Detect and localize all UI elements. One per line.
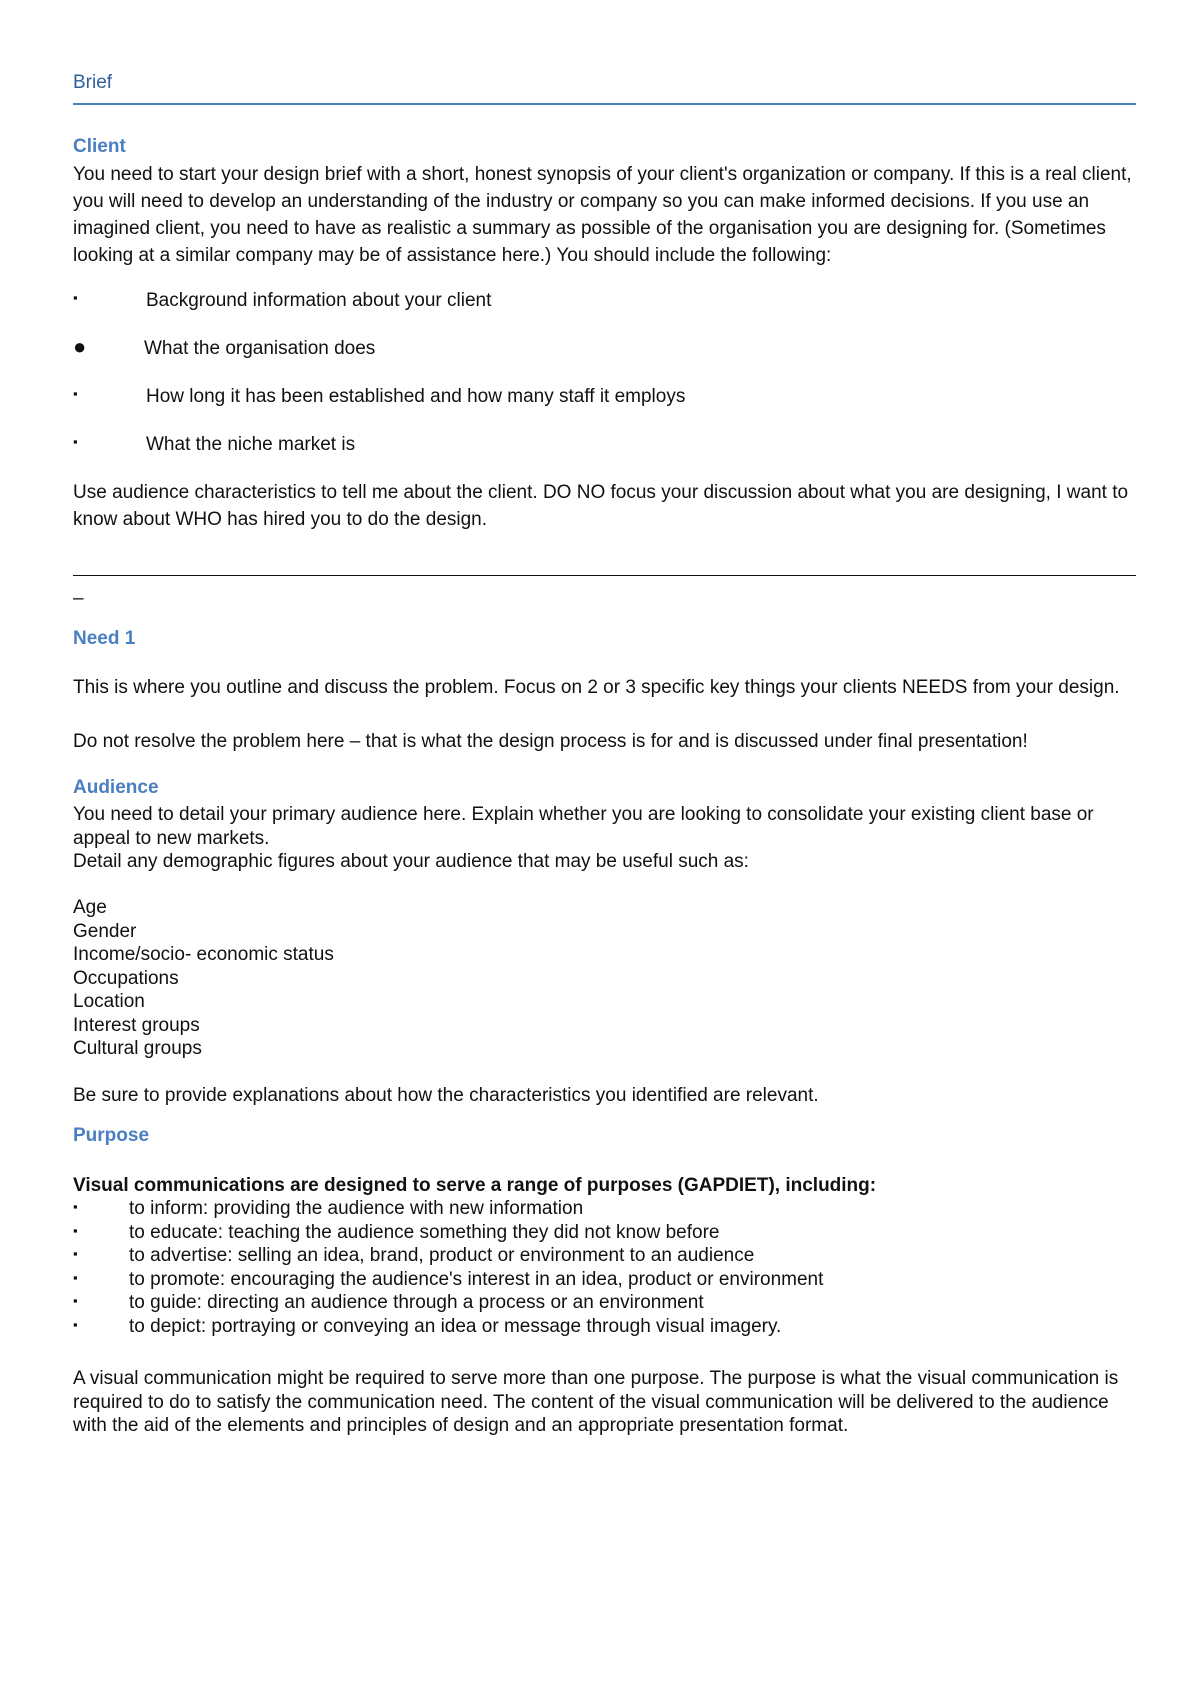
purpose-item-text: to educate: teaching the audience something they did not know before bbox=[129, 1221, 720, 1243]
client-heading: Client bbox=[73, 136, 126, 157]
client-bullet-text: What the organisation does bbox=[144, 338, 376, 359]
purpose-item-text: to promote: encouraging the audience's interest in an idea, product or environment bbox=[129, 1268, 824, 1290]
page-header-title: Brief bbox=[73, 72, 113, 93]
client-intro: You need to start your design brief with a short, honest synopsis of your client's organization or company. If this is a real client, you will need to develop an understanding of the industry or company so you can make informed decisions. If you use an imagined client, you need to have as realistic a summary as possible of the organisation you are designing for. (Sometimes looking at a similar company may be of assistance here.) You should include the following: bbox=[73, 164, 1132, 266]
purpose-heading: Purpose bbox=[73, 1125, 150, 1146]
client-bullet-text: What the niche market is bbox=[146, 434, 356, 455]
audience-closing: Be sure to provide explanations about how the characteristics you identified are relevant. bbox=[73, 1085, 819, 1106]
audience-para: You need to detail your primary audience here. Explain whether you are looking to consolidate your existing client base or appeal to new markets. bbox=[73, 804, 1094, 849]
demographic-item: Interest groups bbox=[73, 1014, 200, 1036]
purpose-item bbox=[73, 1292, 1136, 1316]
purpose-item bbox=[73, 1222, 1136, 1246]
audience-heading: Audience bbox=[73, 777, 159, 798]
divider-dash: – bbox=[73, 588, 84, 609]
purpose-item bbox=[73, 1269, 1136, 1293]
demographic-item: Location bbox=[73, 991, 145, 1012]
purpose-item bbox=[73, 1198, 1136, 1222]
need-para: Do not resolve the problem here – that is what the design process is for and is discussed under final presentation! bbox=[73, 731, 1028, 752]
demographic-item: Gender bbox=[73, 920, 137, 942]
demographic-item: Occupations bbox=[73, 967, 179, 989]
purpose-lead: Visual communications are designed to serve a range of purposes (GAPDIET), including: bbox=[73, 1175, 877, 1196]
demographics-list bbox=[73, 896, 334, 1061]
demographic-item: Income/socio- economic status bbox=[73, 944, 334, 965]
square-bullet-icon: ▪ bbox=[73, 1246, 78, 1261]
square-bullet-icon: ▪ bbox=[73, 386, 78, 401]
client-bullet-text: How long it has been established and how many staff it employs bbox=[146, 386, 686, 407]
square-bullet-icon: ▪ bbox=[73, 1293, 78, 1308]
need-para: This is where you outline and discuss the problem. Focus on 2 or 3 specific key things your clients NEEDS from your design. bbox=[73, 677, 1120, 698]
client-closing: Use audience characteristics to tell me about the client. DO NO focus your discussion about what you are designing, I want to know about WHO has hired you to do the design. bbox=[73, 482, 1129, 530]
square-bullet-icon: ▪ bbox=[73, 434, 78, 449]
client-bullet-text: Background information about your client bbox=[146, 290, 492, 311]
purpose-item bbox=[73, 1316, 1136, 1340]
need-heading: Need 1 bbox=[73, 628, 136, 649]
purpose-item-text: to guide: directing an audience through a process or an environment bbox=[129, 1292, 704, 1313]
demographic-item: Cultural groups bbox=[73, 1038, 202, 1059]
square-bullet-icon: ▪ bbox=[73, 1222, 78, 1238]
square-bullet-icon: ▪ bbox=[73, 1269, 78, 1285]
section-divider bbox=[73, 575, 1136, 576]
purpose-list bbox=[73, 1198, 1136, 1339]
round-bullet-icon: ● bbox=[73, 334, 87, 359]
header-divider bbox=[73, 103, 1136, 105]
square-bullet-icon: ▪ bbox=[73, 1316, 78, 1332]
square-bullet-icon: ▪ bbox=[73, 290, 78, 305]
purpose-item-text: to depict: portraying or conveying an idea or message through visual imagery. bbox=[129, 1315, 782, 1337]
purpose-item bbox=[73, 1245, 1136, 1269]
square-bullet-icon: ▪ bbox=[73, 1199, 78, 1214]
purpose-item-text: to advertise: selling an idea, brand, product or environment to an audience bbox=[129, 1245, 755, 1266]
purpose-item-text: to inform: providing the audience with new information bbox=[129, 1198, 584, 1219]
audience-para: Detail any demographic figures about your audience that may be useful such as: bbox=[73, 851, 749, 872]
purpose-closing: A visual communication might be required to serve more than one purpose. The purpose is what the visual communication is required to do to satisfy the communication need. The content of the visual communication will be delivered to the audience with the aid of the elements and principles of design and an appropriate presentation format. bbox=[73, 1368, 1119, 1436]
demographic-item: Age bbox=[73, 897, 107, 918]
